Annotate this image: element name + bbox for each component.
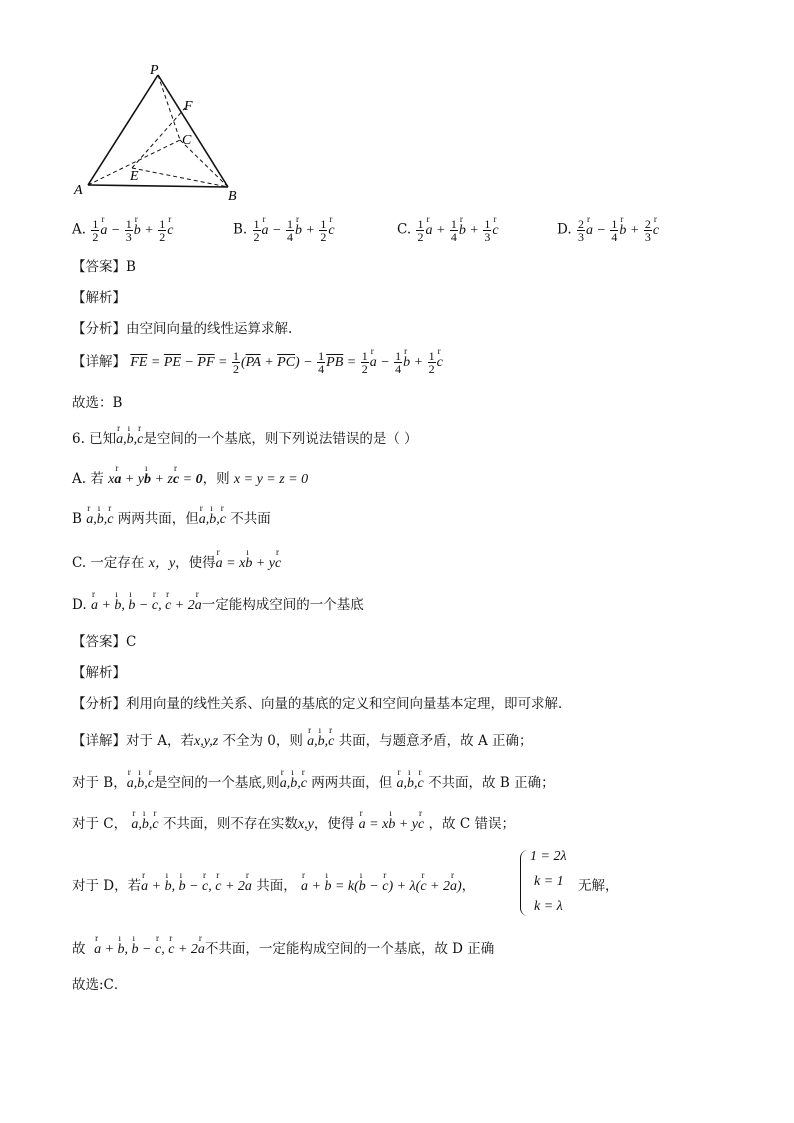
q6-detail-3: 对于 C， r a,ı b,r c 不共面，则不存在实数x,y，使得 r a = xı b + yr c ，故 C 错误；	[72, 812, 515, 833]
q5-option-b: B. $\frac{1}{2}$ r a − $\frac{1}{4}$ r b + $\frac{1}{2}$ r c	[233, 218, 335, 243]
q6-detail-5: 故 r a + ı b, ı b − r c, r c + 2r a不共面，一定能构成空间的一个基底，故 D 正确	[72, 937, 494, 958]
q5-analysis-tag: 【解析】	[72, 290, 126, 306]
label-e: E	[130, 169, 139, 184]
q6-option-d: D. r a + ı b, ı b − r c, r c + 2r a一定能构成空间的一个基底	[72, 593, 364, 614]
q5-fenxi: 【分析】由空间向量的线性运算求解.	[72, 321, 293, 337]
label-c: C	[182, 133, 192, 148]
q5-option-d: D. $\frac{2}{3}$ r a − $\frac{1}{4}$ r b + $\frac{2}{3}$ r c	[557, 218, 659, 243]
q6-detail-2: 对于 B，r a,ı b,r c是空间的一个基底,则r a,ı b,r c 两两共面，但 r a,ı b,r c 不共面，故 B 正确；	[72, 771, 555, 792]
label-b: B	[228, 189, 237, 204]
q6-choose: 故选:C．	[72, 977, 128, 993]
q5-choose: 故选：B	[72, 395, 123, 411]
system-eq-2: k = 1	[534, 874, 564, 889]
label-a: A	[74, 183, 83, 198]
system-eq-1: 1 = 2λ	[530, 849, 567, 864]
q6-fenxi: 【分析】利用向量的线性关系、向量的基底的定义和空间向量基本定理，即可求解．	[72, 696, 572, 712]
q6-option-a: A. 若 xr a + yı b + zr c = 0，则 x = y = z = 0	[72, 467, 308, 488]
q6-detail-4: 对于 D，若r a + ı b, ı b − r c, r c + 2r a 共面， r a + ı b = k(ı b − r c) + λ(r c + 2r a)，	[72, 874, 475, 895]
q6-detail-1: 【详解】对于 A，若x,y,z 不全为 0，则 r a,ı b,r c 共面，与题意矛盾，故 A 正确；	[72, 729, 533, 750]
q6-stem: 6. 已知r a,ı b,r c是空间的一个基底，则下列说法错误的是（ ）	[72, 427, 418, 448]
system-brace	[520, 850, 529, 916]
tetrahedron-figure	[70, 60, 250, 205]
label-p: P	[150, 63, 159, 78]
q5-option-c: C. $\frac{1}{2}$ r a + $\frac{1}{4}$ r b + $\frac{1}{3}$ r c	[397, 218, 499, 243]
q6-option-c: C. 一定存在 x，y，使得r a = xı b + yr c	[72, 551, 281, 572]
system-eq-3: k = λ	[534, 899, 563, 914]
q6-option-b: B r a,ı b,r c 两两共面，但r a,ı b,r c 不共面	[72, 507, 271, 528]
q5-answer: 【答案】B	[72, 259, 136, 275]
q6-answer: 【答案】C	[72, 634, 137, 650]
q5-option-a: A. $\frac{1}{2}$ r a − $\frac{1}{3}$ r b + $\frac{1}{2}$ r c	[72, 218, 173, 243]
system-no-solution: 无解，	[578, 878, 619, 894]
label-f: F	[184, 99, 193, 114]
q5-detail: 【详解】 $\overline{FE} = \overline{PE} - \overline{PF}$ = $\frac{1}{2}$ $(\overline{PA} + \overline{PC})$ − $\frac{1}{4}$ $\overline{PB}$ = $\frac{1}{2}$ r a − $\frac{1}{4}$ r b + $\frac{1}{2}$ r c	[72, 350, 443, 375]
q6-analysis-tag: 【解析】	[72, 665, 126, 681]
